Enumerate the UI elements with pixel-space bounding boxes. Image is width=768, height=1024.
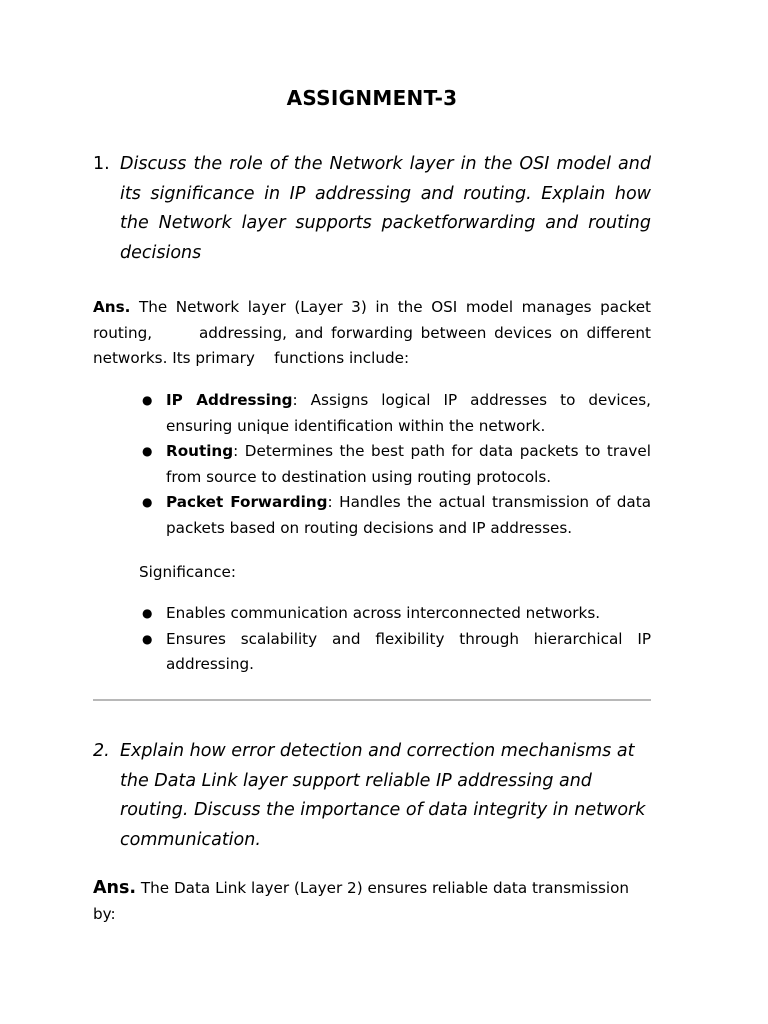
- significance-list: [93, 601, 651, 678]
- answer-2-label: Ans.: [93, 878, 137, 898]
- bullet-icon: ●: [142, 444, 153, 459]
- list-item: [93, 490, 651, 541]
- answer-1-label: Ans.: [93, 298, 131, 316]
- list-item: [93, 388, 651, 439]
- bullet-icon: ●: [142, 393, 153, 407]
- answer-1-intro: The Network layer (Layer 3) in the OSI model manages packet routing, addressing, and forwarding between devices on different networks. Its primary functions include:: [93, 298, 656, 368]
- list-item: [93, 439, 651, 490]
- answer-2: [93, 876, 651, 927]
- question-2-number: 2.: [93, 741, 110, 761]
- bullet-icon: ●: [142, 495, 153, 510]
- question-1: [93, 150, 651, 268]
- significance-text: Enables communication across interconnected networks.: [166, 604, 601, 622]
- question-1-text: Discuss the role of the Network layer in the OSI model and its significance in IP addressing and routing. Explain how the Network layer supports packetforwarding and routing decisions: [120, 154, 651, 263]
- horizontal-divider: [93, 699, 651, 701]
- question-2: [93, 737, 651, 855]
- function-term: Packet Forwarding: [166, 493, 328, 512]
- answer-2-intro: The Data Link layer (Layer 2) ensures reliable data transmission by:: [93, 879, 630, 923]
- function-term: IP Addressing: [166, 391, 293, 409]
- function-desc: : Assigns logical IP addresses to devices, ensuring unique identification within the network.: [166, 391, 651, 435]
- function-desc: : Determines the best path for data packets to travel from source to destination using routing protocols.: [166, 442, 651, 486]
- function-desc: : Handles the actual transmission of data packets based on routing decisions and IP addresses.: [166, 493, 651, 537]
- bullet-icon: ●: [142, 631, 153, 646]
- bullet-icon: ●: [142, 606, 153, 620]
- list-item: [93, 601, 651, 627]
- function-term: Routing: [166, 442, 234, 461]
- significance-label: Significance:: [139, 563, 237, 581]
- answer-1: [93, 295, 656, 372]
- functions-list: [93, 388, 651, 542]
- list-item: [93, 627, 651, 678]
- significance-text: Ensures scalability and flexibility through hierarchical IP addressing.: [166, 629, 651, 674]
- question-2-text: Explain how error detection and correction mechanisms at the Data Link layer support reliable IP addressing and routing. Discuss the importance of data integrity in network communication.: [120, 741, 646, 850]
- document-title: ASSIGNMENT-3: [286, 86, 458, 110]
- question-1-number: 1.: [93, 154, 110, 174]
